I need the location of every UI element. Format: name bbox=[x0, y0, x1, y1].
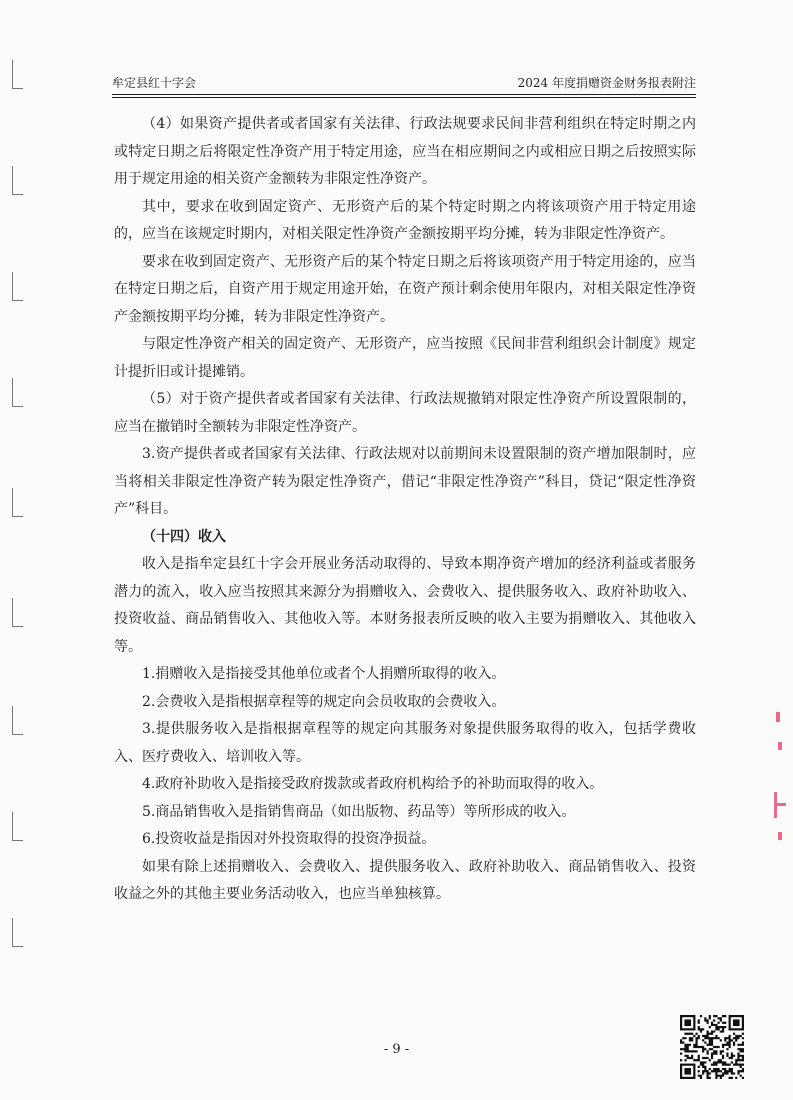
page-number: - 9 - bbox=[383, 1042, 410, 1057]
binding-mark bbox=[12, 598, 23, 627]
paragraph: 6.投资收益是指因对外投资取得的投资净损益。 bbox=[142, 831, 436, 847]
header-doc-title: 2024 年度捐赠资金财务报表附注 bbox=[517, 76, 696, 90]
seal-fragment bbox=[776, 712, 780, 722]
paragraph: 3.资产提供者或者国家有关法律、行政法规对以前期间未设置限制的资产增加限制时，应当将相关非限定性净资产转为限定性净资产，借记“非限定性净资产”科目，贷记“限定性净资产”科目。 bbox=[114, 446, 696, 517]
binding-mark bbox=[12, 918, 23, 947]
binding-mark bbox=[12, 812, 23, 841]
paragraph: 3.提供服务收入是指根据章程等的规定向其服务对象提供服务取得的收入，包括学费收入、医疗费收入、培训收入等。 bbox=[114, 721, 696, 765]
header-rule bbox=[112, 97, 696, 98]
qr-code-icon bbox=[680, 1015, 744, 1079]
qr-finder-pattern bbox=[729, 1015, 744, 1030]
paragraph: （5）对于资产提供者或者国家有关法律、行政法规撤销对限定性净资产所设置限制的，应当在撤销时全额转为非限定性净资产。 bbox=[114, 391, 696, 435]
paragraph: 2.会费收入是指根据章程等的规定向会员收取的会费收入。 bbox=[142, 693, 506, 710]
section-heading: （十四）收入 bbox=[142, 528, 226, 545]
paragraph: 其中，要求在收到固定资产、无形资产后的某个特定时期之内将该项资产用于特定用途的，应当在该规定时期内，对相关限定性净资产金额按期平均分摊，转为非限定性净资产。 bbox=[114, 198, 696, 242]
binding-mark bbox=[12, 60, 23, 89]
qr-finder-pattern bbox=[680, 1015, 695, 1030]
header-rule bbox=[112, 94, 696, 95]
seal-fragment bbox=[774, 803, 786, 806]
paragraph: 5.商品销售收入是指销售商品（如出版物、药品等）等所形成的收入。 bbox=[142, 803, 576, 820]
paragraph: 与限定性净资产相关的固定资产、无形资产，应当按照《民间非营利组织会计制度》规定计提折旧或计提摊销。 bbox=[114, 336, 696, 380]
paragraph: （4）如果资产提供者或者国家有关法律、行政法规要求民间非营利组织在特定时期之内或特定日期之后将限定性净资产用于特定用途，应当在相应期间之内或相应日期之后按照实际用于规定用途的相关资产金额转为非限定性净资产。 bbox=[114, 116, 696, 187]
paragraph: 1.捐赠收入是指接受其他单位或者个人捐赠所取得的收入。 bbox=[142, 666, 506, 682]
paragraph: 要求在收到固定资产、无形资产后的某个特定日期之后将该项资产用于特定用途的，应当在特定日期之后，自资产用于规定用途开始，在资产预计剩余使用年限内，对相关限定性净资产金额按期平均分摊，转为非限定性净资产。 bbox=[114, 253, 696, 325]
paragraph: 如果有除上述捐赠收入、会费收入、提供服务收入、政府补助收入、商品销售收入、投资收益之外的其他主要业务活动收入，也应当单独核算。 bbox=[114, 858, 696, 902]
binding-mark bbox=[12, 166, 23, 195]
seal-fragment bbox=[778, 742, 782, 750]
binding-mark bbox=[12, 488, 23, 517]
document-body bbox=[114, 111, 696, 909]
binding-mark bbox=[12, 378, 23, 407]
page-header bbox=[112, 72, 696, 92]
binding-mark bbox=[12, 272, 23, 301]
paragraph: 收入是指牟定县红十字会开展业务活动取得的、导致本期净资产增加的经济利益或者服务潜力的流入，收入应当按照其来源分为捐赠收入、会费收入、提供服务收入、政府补助收入、投资收益、商品销售收入、其他收入等。本财务报表所反映的收入主要为捐赠收入、其他收入等。 bbox=[114, 556, 696, 655]
header-org-name: 牟定县红十字会 bbox=[112, 76, 197, 90]
binding-mark bbox=[12, 706, 23, 735]
paragraph: 4.政府补助收入是指接受政府拨款或者政府机构给予的补助而取得的收入。 bbox=[142, 776, 604, 792]
seal-fragment bbox=[778, 832, 782, 840]
qr-finder-pattern bbox=[680, 1064, 695, 1079]
